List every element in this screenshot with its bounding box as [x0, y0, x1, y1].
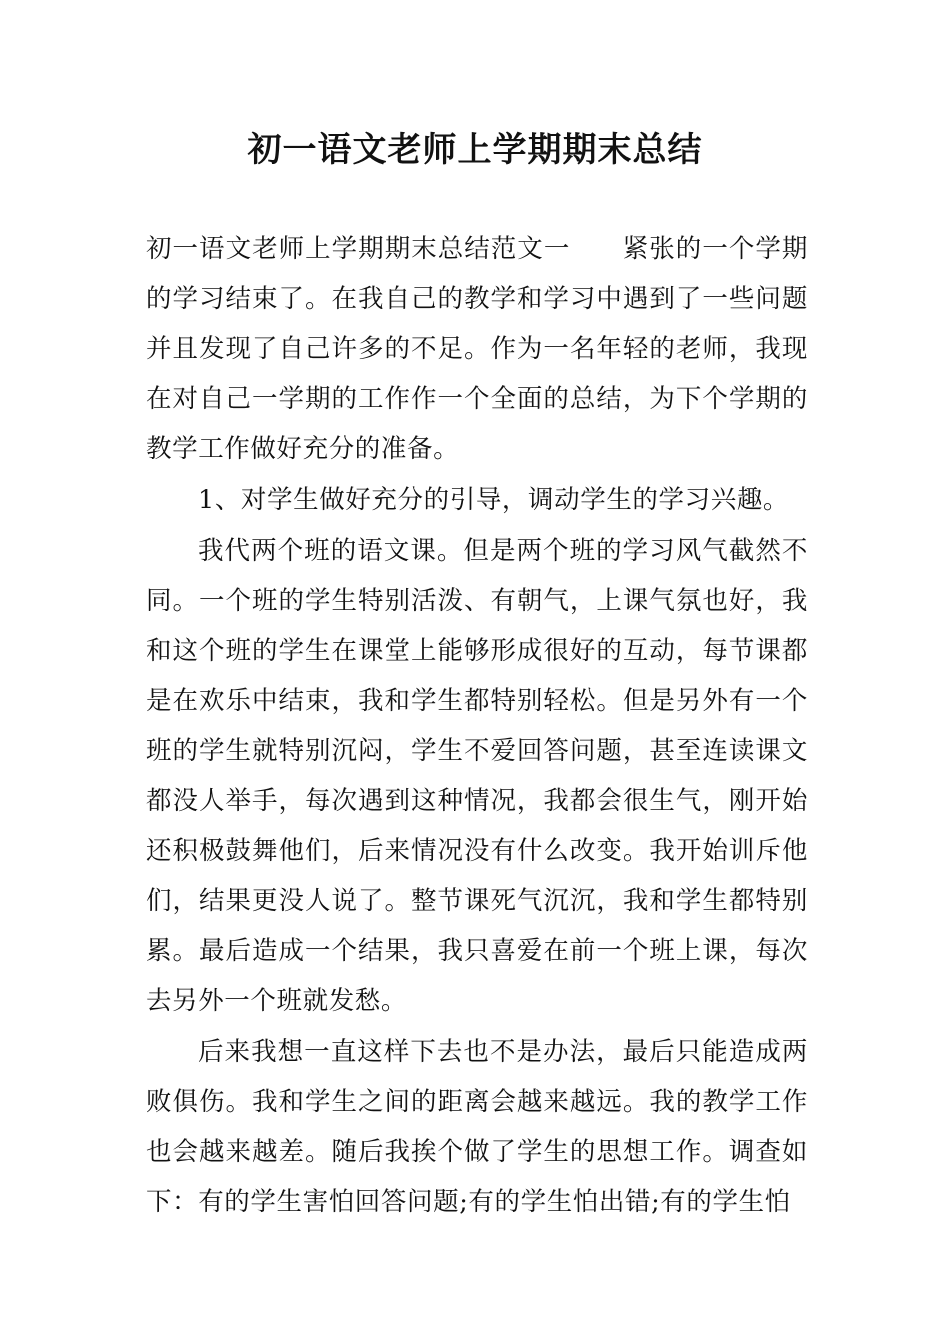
intro-paragraph: [146, 224, 808, 474]
section-heading-1: 1、对学生做好充分的引导，调动学生的学习兴趣。: [198, 485, 790, 515]
intro-lead: 初一语文老师上学期期末总结范文一: [146, 234, 571, 264]
document-title: 初一语文老师上学期期末总结: [247, 130, 703, 170]
intro-text: 紧张的一个学期的学习结束了。在我自己的教学和学习中遇到了一些问题并且发现了自己许多的不足。作为一名年轻的老师，我现在对自己一学期的工作作一个全面的总结，为下个学期的教学工作做好充分的准备。: [146, 234, 808, 464]
body-paragraph: 后来我想一直这样下去也不是办法，最后只能造成两败俱伤。我和学生之间的距离会越来越远。我的教学工作也会越来越差。随后我挨个做了学生的思想工作。调查如下：有的学生害怕回答问题;有的学生怕出错;有的学生怕: [146, 1037, 808, 1217]
document-body: [146, 224, 808, 1228]
body-paragraph: 我代两个班的语文课。但是两个班的学习风气截然不同。一个班的学生特别活泼、有朝气，上课气氛也好，我和这个班的学生在课堂上能够形成很好的互动，每节课都是在欢乐中结束，我和学生都特别轻松。但是另外有一个班的学生就特别沉闷，学生不爱回答问题，甚至连读课文都没人举手，每次遇到这种情况，我都会很生气，刚开始还积极鼓舞他们，后来情况没有什么改变。我开始训斥他们，结果更没人说了。整节课死气沉沉，我和学生都特别累。最后造成一个结果，我只喜爱在前一个班上课，每次去另外一个班就发愁。: [146, 536, 808, 1016]
